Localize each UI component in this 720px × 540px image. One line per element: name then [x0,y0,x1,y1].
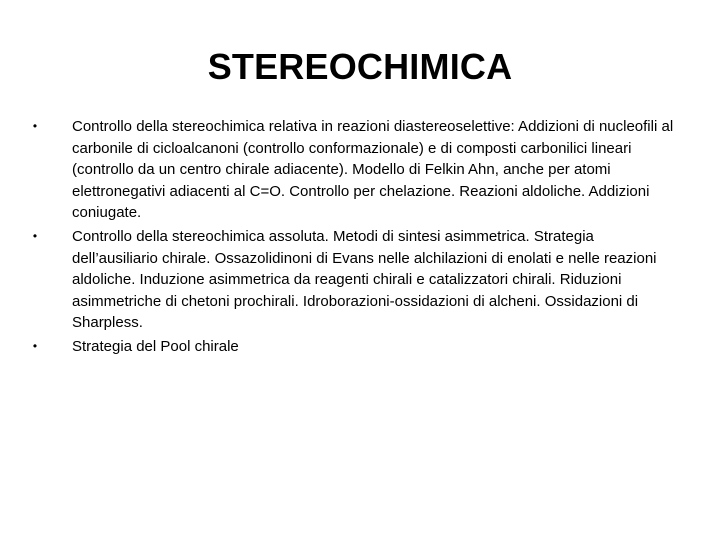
bullet-text: Controllo della stereochimica relativa in reazioni diastereoselettive: Addizioni di nucleofili al carbonile di cicloalcanoni (controllo conformazionale) e di composti carbonilici lineari (controllo da un centro chirale adiacente). Modello di Felkin Ahn, anche per atomi elettronegativi adiacenti al C=O. Controllo per chelazione. Reazioni aldoliche. Addizioni coniugate. [72,118,674,222]
bullet-item-1 [30,116,680,224]
slide-title: STEREOCHIMICA [207,46,513,87]
bullet-text: Controllo della stereochimica assoluta. Metodi di sintesi asimmetrica. Strategia dell’ausiliario chirale. Ossazolidinoni di Evans nelle alchilazioni di enolati e nelle reazioni aldoliche. Induzione asimmetrica da reagenti chirali e catalizzatori chirali. Riduzioni asimmetriche di chetoni prochirali. Idroborazioni-ossidazioni di alcheni. Ossidazioni di Sharpless. [72,227,657,332]
bullet-item-2 [30,226,680,334]
bullet-list [30,116,680,360]
bullet-marker: • [32,338,38,353]
bullet-marker: • [32,119,38,133]
bullet-item-3 [30,336,680,358]
bullet-text: Strategia del Pool chirale [72,337,239,355]
bullet-marker: • [32,228,38,243]
